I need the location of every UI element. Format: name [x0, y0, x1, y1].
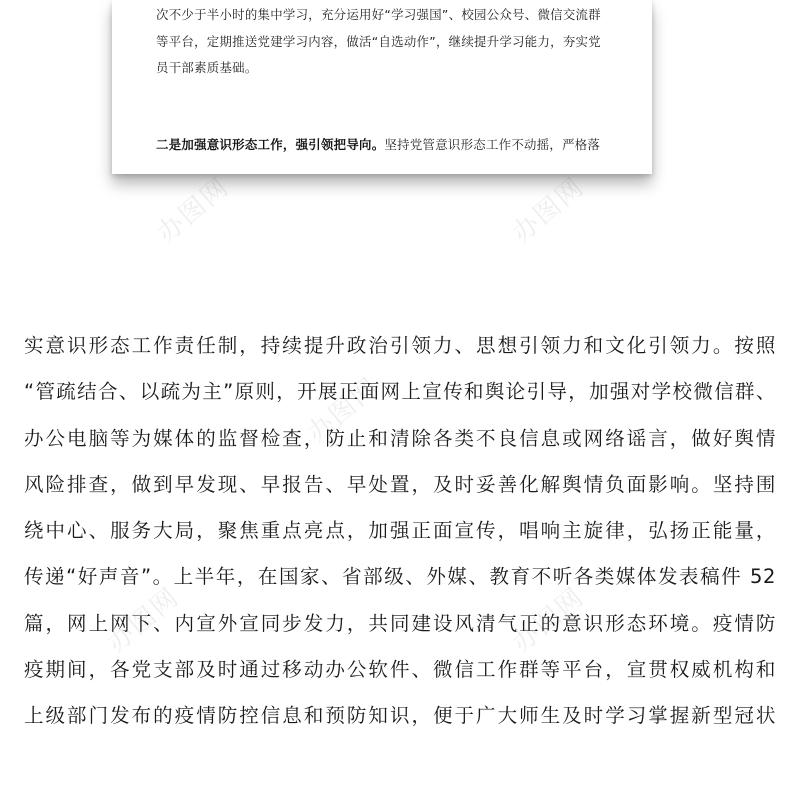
- body-line: 传递“好声音”。上半年，在国家、省部级、外媒、教育不听各类媒体发表稿件 52: [24, 565, 776, 589]
- body-line: 篇，网上网下、内宣外宣同步发力，共同建设风清气正的意识形态环境。疫情防: [24, 611, 776, 635]
- watermark: 办图网: [506, 581, 591, 659]
- card-line: 等平台，定期推送党建学习内容，做活“自选动作”，继续提升学习能力，夯实党: [156, 33, 601, 49]
- card-line: 坚持党管意识形态工作不动摇，严格落: [384, 137, 601, 152]
- watermark: 办图网: [101, 581, 186, 659]
- watermark: 办图网: [301, 371, 386, 449]
- card-paragraph-1: [156, 2, 618, 82]
- card-line: 员干部素质基础。: [156, 60, 258, 75]
- watermark: 办图网: [151, 171, 236, 249]
- card-line: 次不少于半小时的集中学习，充分运用好“学习强国”、校园公众号、微信交流群: [156, 7, 601, 22]
- watermark: 办图网: [506, 171, 591, 249]
- card-heading-bold: 二是加强意识形态工作，强引领把导向。: [156, 137, 385, 152]
- body-line: “管疏结合、以疏为主”原则，开展正面网上宣传和舆论引导，加强对学校微信群、: [24, 380, 776, 404]
- body-line: 办公电脑等为媒体的监督检查，防止和清除各类不良信息或网络谣言，做好舆情: [24, 426, 776, 450]
- document-preview-card: [112, 0, 652, 174]
- body-line: 风险排查，做到早发现、早报告、早处置，及时妥善化解舆情负面影响。坚持围: [24, 472, 776, 496]
- body-line: 上级部门发布的疫情防控信息和预防知识，便于广大师生及时学习掌握新型冠状: [24, 704, 776, 728]
- card-paragraph-2: [156, 132, 618, 159]
- body-line: 绕中心、服务大局，聚焦重点亮点，加强正面宣传，唱响主旋律，弘扬正能量，: [24, 519, 776, 543]
- main-body-text: [24, 323, 776, 740]
- body-line: 实意识形态工作责任制，持续提升政治引领力、思想引领力和文化引领力。按照: [24, 334, 776, 357]
- body-line: 疫期间，各党支部及时通过移动办公软件、微信工作群等平台，宣贯权威机构和: [24, 658, 776, 682]
